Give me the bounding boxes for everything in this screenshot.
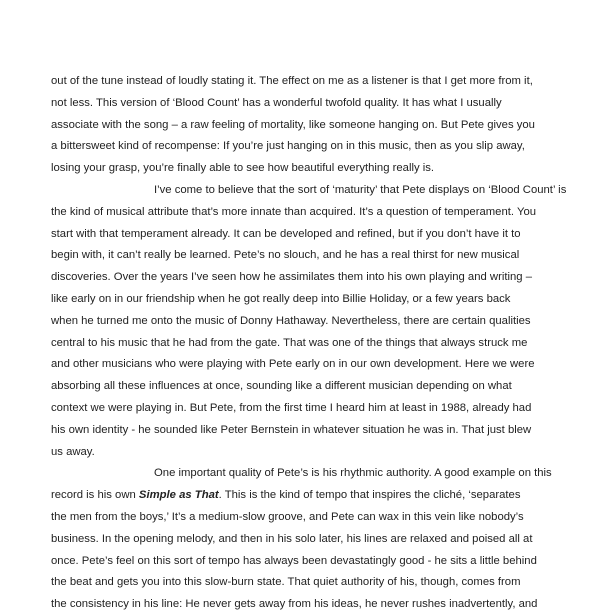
text-line: start with that temperament already. It can be developed and refined, but if you don’t have it to <box>51 227 521 240</box>
text-line: central to his music that he had from the gate. That was one of the things that always struck me <box>51 336 528 349</box>
text-line: begin with, it can’t really be learned. Pete’s no slouch, and he has a real thirst for new musical <box>51 249 520 262</box>
text-line: his own identity - he sounded like Peter Bernstein in whatever situation he was in. That just blew <box>51 423 532 436</box>
text-line: a bittersweet kind of recompense: If you’re just hanging on in this music, then as you slip away, <box>51 140 525 153</box>
text-line: One important quality of Pete’s is his rhythmic authority. A good example on this <box>154 467 552 480</box>
text-line: the consistency in his line: He never gets away from his ideas, he never rushes inadvertently, and <box>51 598 538 611</box>
text-line: associate with the song – a raw feeling of mortality, like someone hanging on. But Pete gives you <box>51 118 535 131</box>
text-line: discoveries. Over the years I’ve seen how he assimilates them into his own playing and writing – <box>51 271 532 284</box>
text-line: the men from the boys,’ It’s a medium-slow groove, and Pete can wax in this vein like nobody’s <box>51 510 524 523</box>
text-line: and other musicians who were playing with Pete early on in our own development. Here we were <box>51 358 535 371</box>
paragraph-1 <box>51 71 551 180</box>
text-line-with-title <box>51 485 551 507</box>
text-segment: . This is the kind of tempo that inspires the cliché, ‘separates <box>218 489 521 502</box>
text-line: once. Pete’s feel on this sort of tempo has always been devastatingly good - he sits a little behind <box>51 554 537 567</box>
text-line: absorbing all these influences at once, sounding like a different musician depending on what <box>51 380 512 393</box>
text-segment: record is his own <box>51 489 139 502</box>
text-line: business. In the opening melody, and then in his solo later, his lines are relaxed and poised all at <box>51 532 533 545</box>
text-line: not less. This version of ‘Blood Count’ has a wonderful twofold quality. It has what I usually <box>51 96 502 109</box>
text-line: I’ve come to believe that the sort of ‘maturity’ that Pete displays on ‘Blood Count’ is <box>154 183 567 196</box>
text-line: when he turned me onto the music of Donny Hathaway. Nevertheless, there are certain qualities <box>51 314 531 327</box>
text-line: the beat and gets you into this slow-burn state. That quiet authority of his, though, comes from <box>51 576 521 589</box>
text-line: context we were playing in. But Pete, from the first time I heard him at least in 1988, already had <box>51 401 532 414</box>
text-line: losing your grasp, you’re finally able to see how beautiful everything really is. <box>51 162 435 175</box>
paragraph-3 <box>51 463 551 616</box>
text-line: out of the tune instead of loudly stating it. The effect on me as a listener is that I get more from it, <box>51 75 533 87</box>
text-line: like early on in our friendship when he got really deep into Billie Holiday, or a few years back <box>51 292 511 305</box>
song-title: Simple as That <box>138 489 219 502</box>
document-page <box>51 71 567 616</box>
text-line: us away. <box>51 445 95 458</box>
paragraph-2 <box>51 180 567 463</box>
text-line: the kind of musical attribute that’s more innate than acquired. It’s a question of temperament. You <box>51 205 537 218</box>
